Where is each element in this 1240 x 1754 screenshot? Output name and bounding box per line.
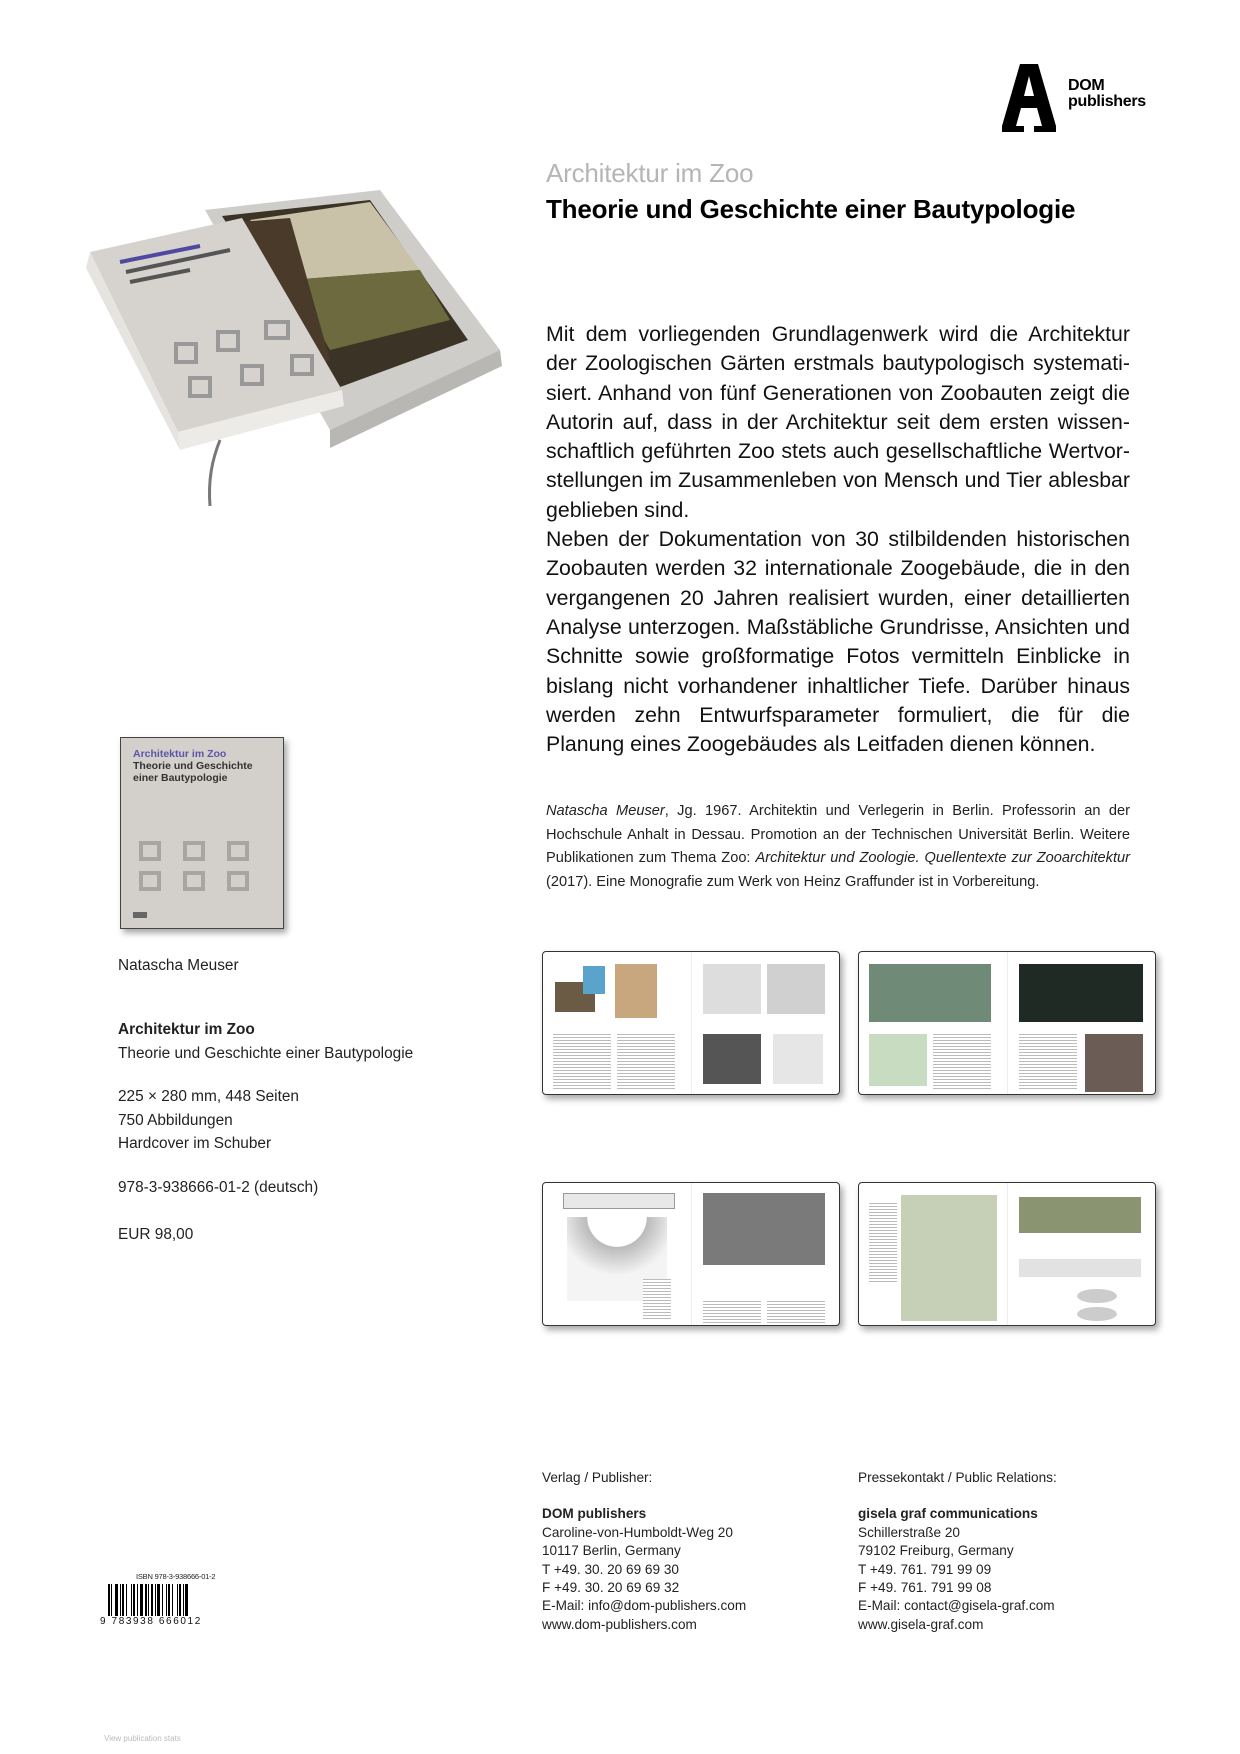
- barcode-bar: [148, 1584, 149, 1620]
- barcode-bar: [131, 1584, 132, 1620]
- press-email-link[interactable]: E-Mail: contact@gisela-graf.com: [858, 1598, 1055, 1614]
- info-isbn: 978-3-938666-01-2 (deutsch): [118, 1179, 319, 1196]
- barcode-bar: [126, 1584, 127, 1620]
- barcode-digits: 9 783938 666012: [100, 1616, 202, 1627]
- info-format: 225 × 280 mm, 448 Seiten: [118, 1088, 299, 1105]
- cover-pictogram-icon: [227, 841, 249, 861]
- related-publication-title: Architektur und Zoologie. Quellentexte zur Zooarchitektur: [755, 850, 1130, 866]
- press-phone: T +49. 761. 791 99 09: [858, 1561, 992, 1577]
- barcode-bar: [179, 1584, 181, 1620]
- publisher-email-link[interactable]: E-Mail: info@dom-publishers.com: [542, 1598, 747, 1614]
- barcode-bar: [111, 1584, 112, 1620]
- description-paragraph-2: Neben der Dokumentation von 30 stilbildenden historischen Zoobauten werden 32 internationale Zoogebäude, die in den vergangenen 20 Jahren realisiert wurden, einer detaillierten Analyse unterzogen. Maßstäbliche Grundrisse, Ansichten und Schnitte sowie großformatige Fotos vermitteln Einblicke in bislang nicht vorhandener inhaltlicher Tiefe. Darüber hinaus werden zehn Entwurfsparameter formuliert, die für die Planung eines Zoogebäudes als Leitfaden dienen können.: [546, 527, 1130, 757]
- publisher-city: 10117 Berlin, Germany: [542, 1543, 681, 1559]
- press-heading: Pressekontakt / Public Relations:: [858, 1470, 1057, 1485]
- barcode-bar: [177, 1584, 178, 1620]
- cover-pictogram-icon: [183, 871, 205, 891]
- info-author: Natascha Meuser: [118, 957, 239, 974]
- publisher-contact: [542, 1469, 746, 1634]
- press-city: 79102 Freiburg, Germany: [858, 1543, 1014, 1559]
- info-block-specs: [118, 1085, 299, 1156]
- publisher-web-link[interactable]: www.dom-publishers.com: [542, 1616, 697, 1632]
- publisher-logo: [1002, 64, 1172, 134]
- publisher-fax: F +49. 30. 20 69 69 32: [542, 1580, 680, 1596]
- barcode-bar: [133, 1584, 135, 1620]
- bio-text-2: (2017). Eine Monografie zum Werk von Heinz Graffunder ist in Vorbereitung.: [546, 873, 1040, 890]
- press-fax: F +49. 761. 791 99 08: [858, 1580, 992, 1596]
- bio-text-1: , Jg. 1967. Architektin und Verlegerin in Berlin. Professorin an der Hochschule Anhalt in Dessau. Promotion an der Technischen Universität Berlin. Weitere Publikationen zum Thema Zoo:: [546, 803, 1130, 866]
- cover-pictogram-icon: [183, 841, 205, 861]
- press-name: gisela graf communications: [858, 1506, 1038, 1522]
- info-title: Architektur im Zoo: [118, 1021, 255, 1038]
- barcode-bar: [155, 1584, 156, 1620]
- cover-publisher-mark-icon: [133, 912, 147, 918]
- cover-pictogram-icon: [227, 871, 249, 891]
- barcode-bar: [157, 1584, 160, 1620]
- sample-spread-1: [542, 951, 840, 1095]
- publisher-logo-text: [1068, 78, 1146, 110]
- press-street: Schillerstraße 20: [858, 1524, 960, 1540]
- barcode-bar: [137, 1584, 138, 1620]
- barcode-bar: [108, 1584, 110, 1620]
- book-description: [546, 320, 1130, 759]
- book-title: Architektur im Zoo: [546, 158, 754, 188]
- logo-line-1: DOM: [1068, 77, 1105, 94]
- barcode-bar: [140, 1584, 143, 1620]
- author-name: Natascha Meuser: [546, 803, 665, 819]
- barcode-bar: [151, 1584, 153, 1620]
- publisher-street: Caroline-von-Humboldt-Weg 20: [542, 1524, 733, 1540]
- description-paragraph-1: Mit dem vorliegenden Grundlagenwerk wird die Architektur der Zoologischen Gärten erstmals bautypologisch systematisiert. Anhand von fünf Generationen von Zoobauten zeigt die Autorin auf, dass in der Architektur seit dem ersten wissenschaftlich geführten Zoo stets auch gesellschaftliche Wertvorstellungen im Zusammenleben von Mensch und Tier ablesbar geblieben sind.: [546, 322, 1130, 522]
- barcode-bar: [120, 1584, 121, 1620]
- press-web-link[interactable]: www.gisela-graf.com: [858, 1616, 984, 1632]
- cover-pictogram-icon: [139, 841, 161, 861]
- book-slipcase-photo: [30, 150, 520, 510]
- barcode-bar: [183, 1584, 184, 1620]
- publisher-name: DOM publishers: [542, 1506, 647, 1522]
- book-subtitle: Theorie und Geschichte einer Bautypologie: [546, 194, 1076, 224]
- barcode-bar: [162, 1584, 163, 1620]
- barcode-isbn-label: ISBN 978-3-938666-01-2: [136, 1572, 216, 1581]
- barcode-bar: [115, 1584, 118, 1620]
- press-contact: [858, 1469, 1057, 1634]
- author-bio: [546, 800, 1130, 894]
- barcode-bar: [122, 1584, 124, 1620]
- sample-spread-4: [858, 1182, 1156, 1326]
- info-subtitle: Theorie und Geschichte einer Bautypologie: [118, 1044, 414, 1062]
- cover-subtitle-line-2: einer Bautypologie: [133, 772, 228, 784]
- sample-spread-2: [858, 951, 1156, 1095]
- barcode-bar: [166, 1584, 167, 1620]
- logo-line-2: publishers: [1068, 93, 1146, 110]
- cover-title: Architektur im Zoo: [133, 748, 227, 760]
- view-publication-stats-link[interactable]: View publication stats: [104, 1734, 181, 1743]
- cover-subtitle: [133, 760, 253, 784]
- barcode-bar: [145, 1584, 147, 1620]
- barcode-bar: [185, 1584, 188, 1620]
- cover-pictogram-icon: [139, 871, 161, 891]
- info-price: EUR 98,00: [118, 1226, 194, 1243]
- cover-subtitle-line-1: Theorie und Geschichte: [133, 760, 253, 772]
- book-cover-thumbnail: [120, 737, 284, 929]
- info-block-title: [118, 1018, 413, 1065]
- publisher-heading: Verlag / Publisher:: [542, 1470, 653, 1485]
- info-illustrations: 750 Abbildungen: [118, 1111, 233, 1129]
- info-binding: Hardcover im Schuber: [118, 1135, 272, 1152]
- publisher-phone: T +49. 30. 20 69 69 30: [542, 1561, 679, 1577]
- dom-a-logo-icon: [1002, 64, 1062, 132]
- sample-spread-3: [542, 1182, 840, 1326]
- barcode-bar: [172, 1584, 173, 1620]
- barcode-bar: [168, 1584, 170, 1620]
